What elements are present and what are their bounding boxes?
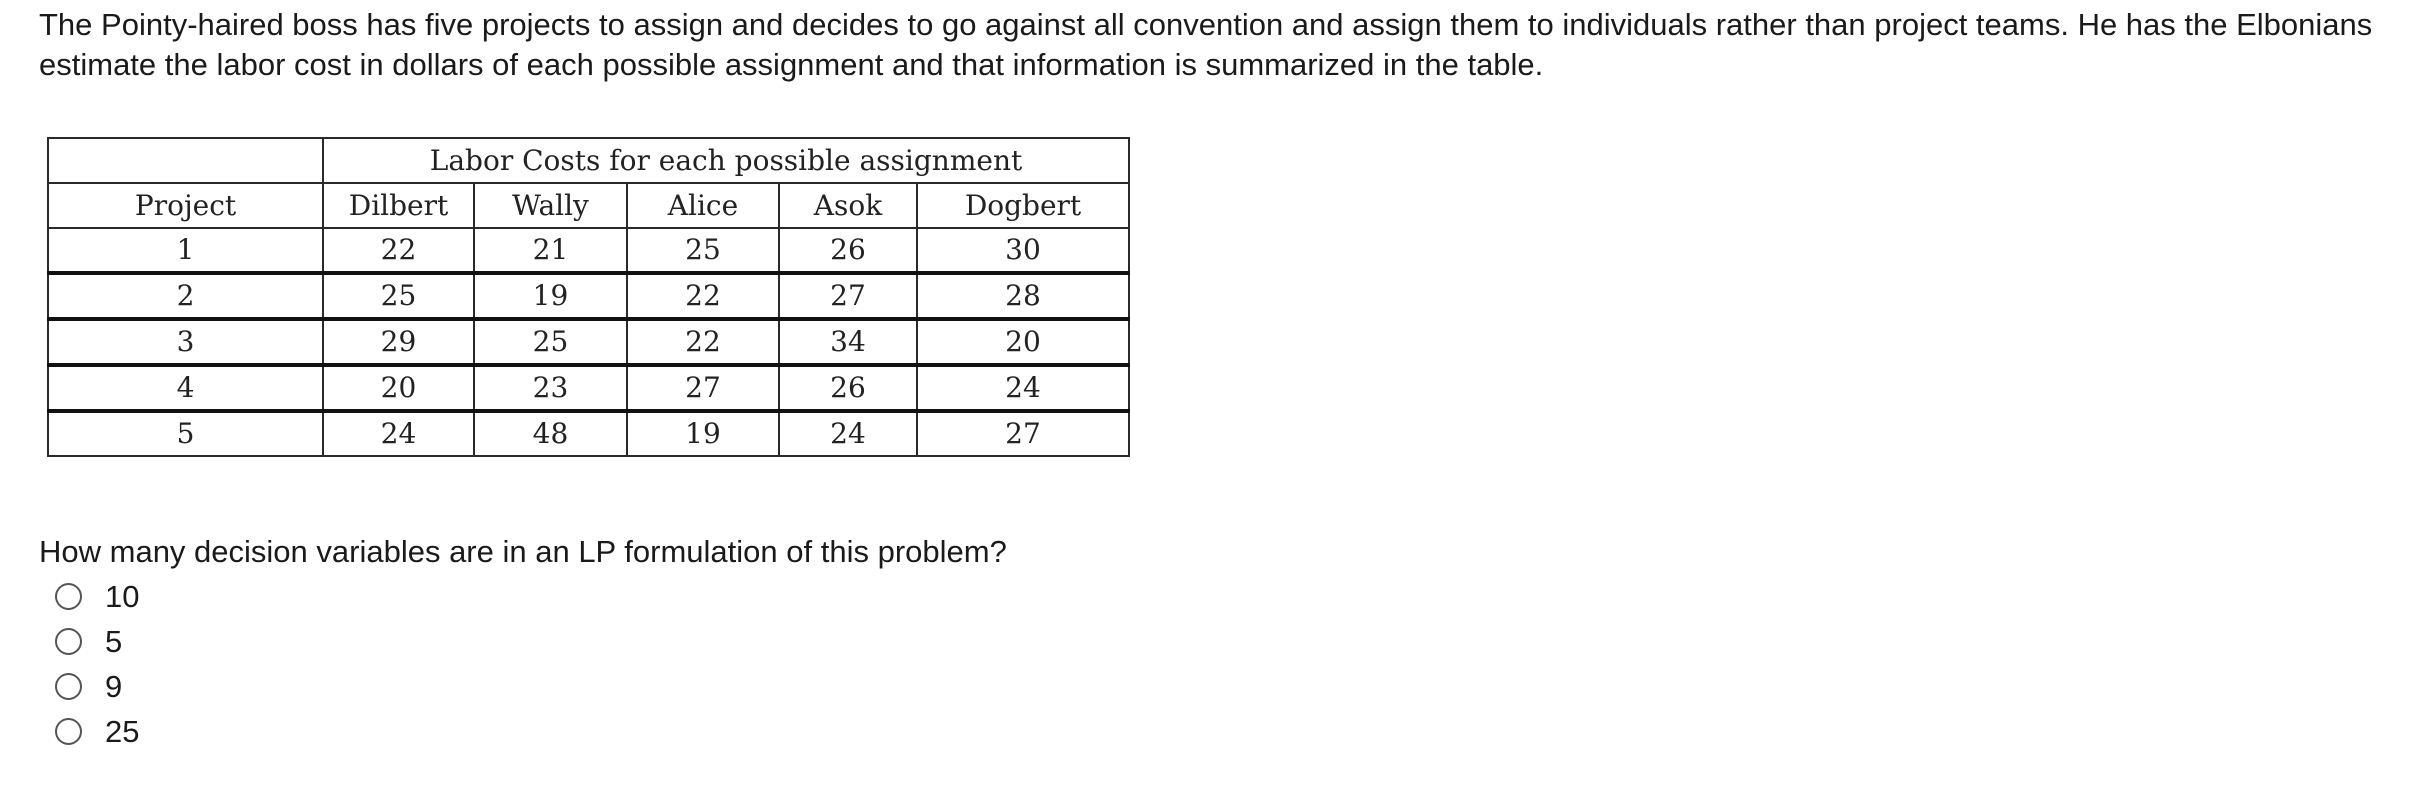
column-header-wally: Wally [474,183,627,228]
labor-cost-table-container [47,137,1130,457]
table-column-header-row [48,183,1129,228]
cost-cell: 27 [917,411,1129,456]
question-text: How many decision variables are in an LP formulation of this problem? [39,534,1007,569]
answer-option[interactable] [55,664,139,709]
project-number-cell: 3 [48,319,323,365]
cost-cell: 25 [323,273,474,319]
answer-option[interactable] [55,619,139,664]
project-number-cell: 2 [48,273,323,319]
column-header-asok: Asok [779,183,917,228]
cost-cell: 29 [323,319,474,365]
answer-option[interactable] [55,574,139,619]
cost-cell: 24 [323,411,474,456]
table-row [48,273,1129,319]
problem-statement: The Pointy-haired boss has five projects to assign and decides to go against all convention and assign them to individuals rather than project teams. He has the Elbonians estimate the labor cost in dollars of each possible assignment and that information is summarized in the table. [39,7,2373,82]
project-number-cell: 5 [48,411,323,456]
cost-cell: 25 [474,319,627,365]
cost-cell: 23 [474,365,627,411]
cost-cell: 19 [627,411,779,456]
answer-option[interactable] [55,709,139,754]
project-number-cell: 4 [48,365,323,411]
cost-cell: 27 [779,273,917,319]
cost-cell: 19 [474,273,627,319]
radio-button[interactable] [55,718,82,745]
cost-cell: 20 [323,365,474,411]
cost-cell: 24 [917,365,1129,411]
answer-option-label: 9 [105,668,123,704]
answer-option-label: 10 [105,578,140,614]
cost-cell: 26 [779,365,917,411]
column-header-alice: Alice [627,183,779,228]
cost-cell: 20 [917,319,1129,365]
radio-button[interactable] [55,673,82,700]
cost-cell: 22 [323,228,474,273]
column-header-dogbert: Dogbert [917,183,1129,228]
project-number-cell: 1 [48,228,323,273]
cost-cell: 27 [627,365,779,411]
cost-cell: 21 [474,228,627,273]
table-row [48,411,1129,456]
cost-cell: 22 [627,319,779,365]
radio-button[interactable] [55,628,82,655]
cost-cell: 22 [627,273,779,319]
answer-option-label: 5 [105,623,123,659]
cost-cell: 24 [779,411,917,456]
cost-cell: 30 [917,228,1129,273]
cost-cell: 26 [779,228,917,273]
answer-options [55,574,139,754]
labor-cost-table [47,137,1130,457]
cost-cell: 34 [779,319,917,365]
table-row [48,319,1129,365]
table-row [48,228,1129,273]
column-header-dilbert: Dilbert [323,183,474,228]
cost-cell: 28 [917,273,1129,319]
radio-button[interactable] [55,583,82,610]
table-corner-cell [48,138,323,183]
cost-cell: 48 [474,411,627,456]
table-group-header-row [48,138,1129,183]
group-header-cell: Labor Costs for each possible assignment [323,138,1129,183]
table-row [48,365,1129,411]
project-header-cell: Project [48,183,323,228]
answer-option-label: 25 [105,713,140,749]
cost-cell: 25 [627,228,779,273]
